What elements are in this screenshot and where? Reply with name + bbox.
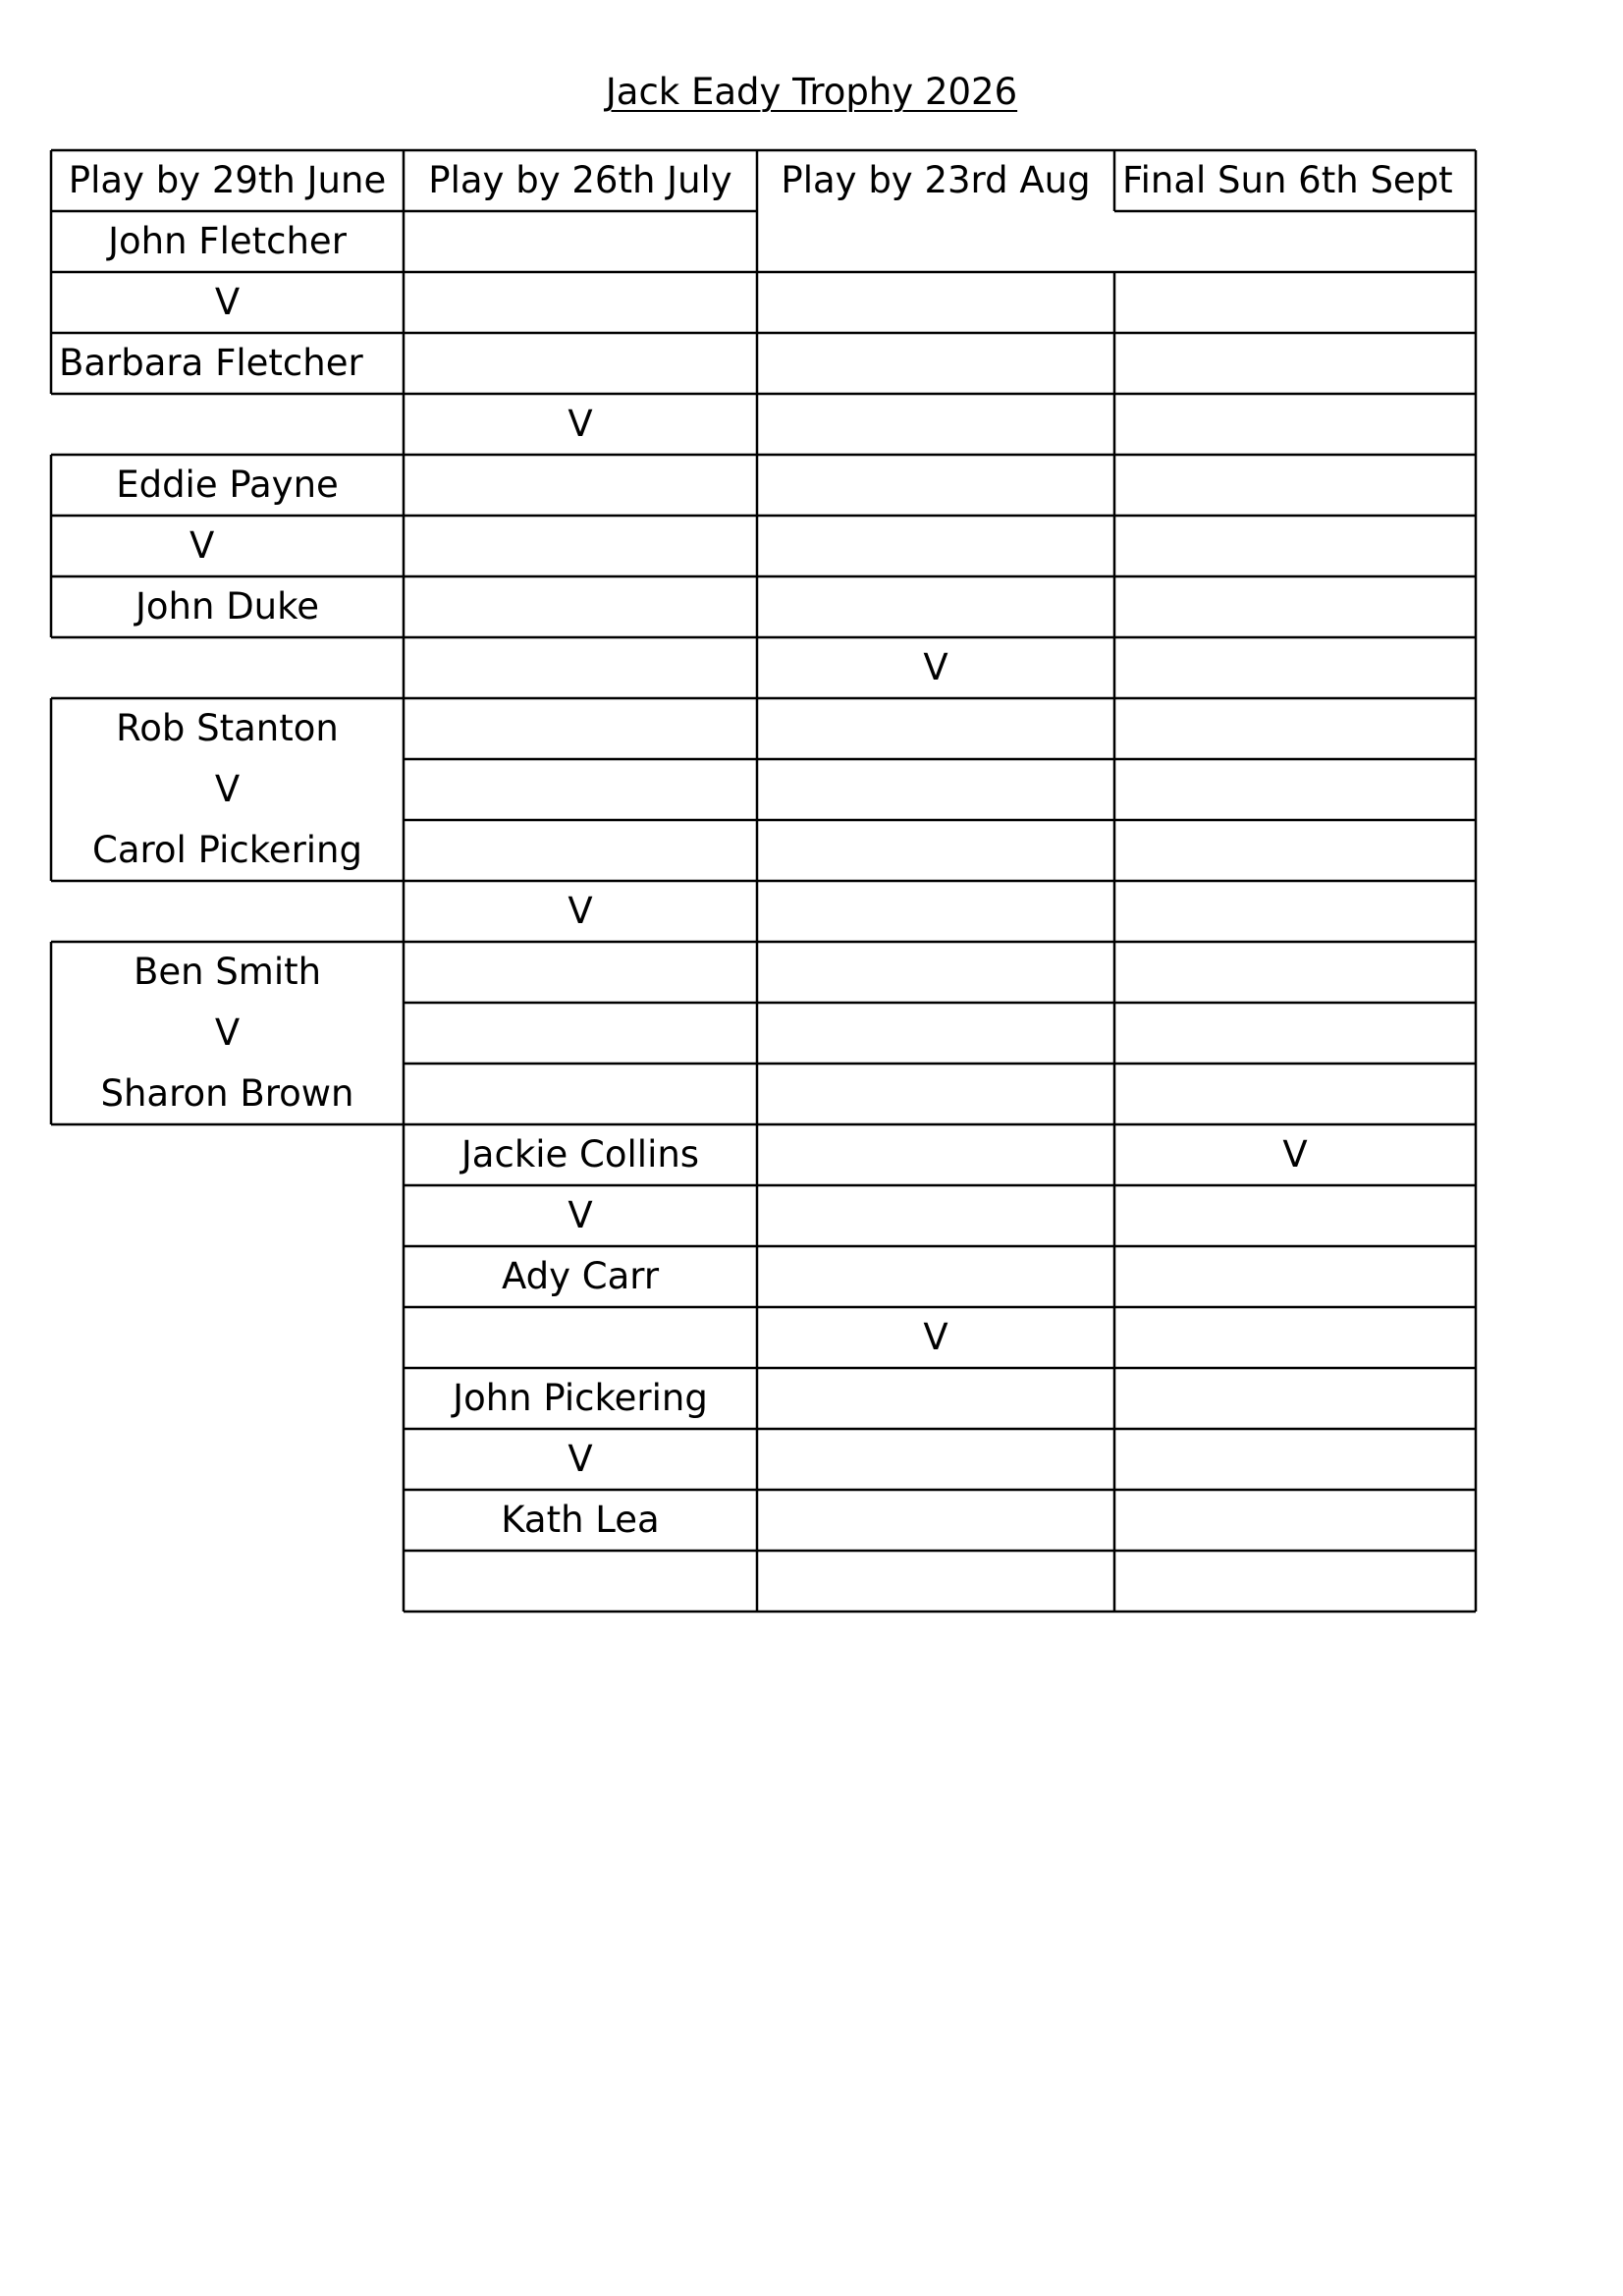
versus-label: V <box>568 890 593 932</box>
versus-label: V <box>568 1194 593 1236</box>
versus-label: V <box>214 768 241 810</box>
player-name: Carol Pickering <box>91 829 362 871</box>
player-name: Jackie Collins <box>460 1133 700 1175</box>
versus-label: V <box>568 1438 593 1480</box>
header-round-1: Play by 29th June <box>68 159 387 201</box>
player-name: Kath Lea <box>501 1499 660 1541</box>
page-title: Jack Eady Trophy 2026 <box>605 71 1018 113</box>
player-name: Ady Carr <box>501 1255 660 1297</box>
player-name: Ben Smith <box>133 951 322 993</box>
versus-label: V <box>923 1316 948 1358</box>
player-name: John Duke <box>135 585 320 628</box>
header-round-3: Play by 23rd Aug <box>781 159 1091 201</box>
player-name: John Fletcher <box>108 220 347 262</box>
versus-label: V <box>214 281 241 323</box>
header-final: Final Sun 6th Sept <box>1122 159 1453 201</box>
versus-label: V <box>568 403 593 445</box>
player-name: Eddie Payne <box>116 464 339 506</box>
player-name: Sharon Brown <box>100 1072 354 1115</box>
versus-label: V <box>923 646 948 688</box>
versus-label: V <box>214 1011 241 1054</box>
player-name: Rob Stanton <box>116 707 339 749</box>
versus-label: V <box>189 524 215 567</box>
player-name: Barbara Fletcher <box>59 342 363 384</box>
header-round-2: Play by 26th July <box>428 159 732 201</box>
player-name: John Pickering <box>453 1377 708 1419</box>
versus-label: V <box>1282 1133 1308 1175</box>
